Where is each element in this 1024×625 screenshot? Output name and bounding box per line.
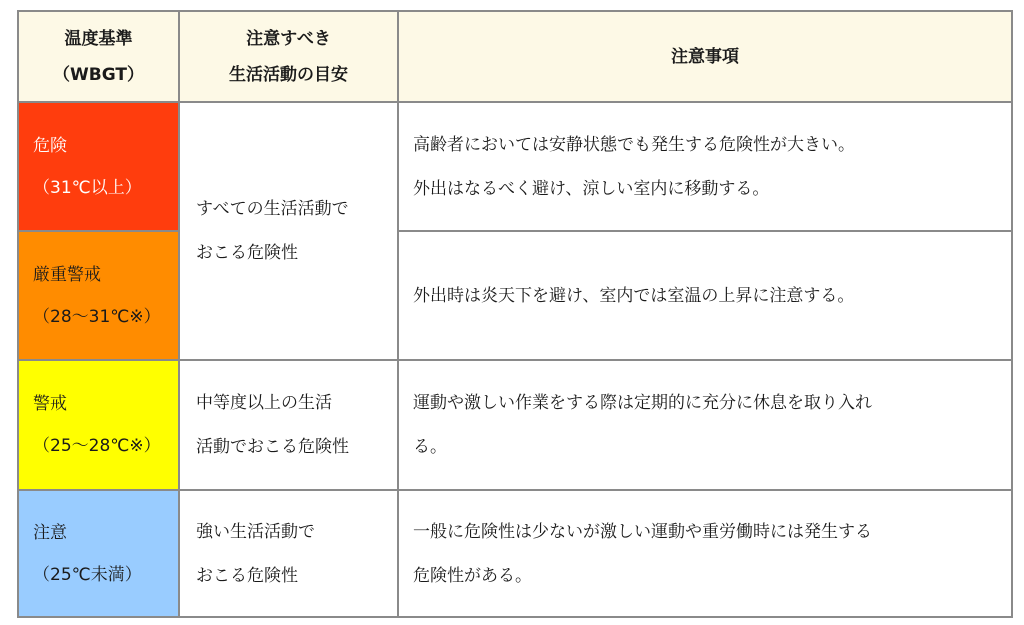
level-name: 注意 [33, 522, 67, 543]
table-row-severe-warning [18, 231, 1012, 360]
activity-line: 中等度以上の生活 [196, 393, 332, 413]
level-range: （31℃以上） [33, 177, 142, 198]
note-line: る。 [413, 437, 447, 457]
level-cell-warning [18, 360, 179, 490]
activity-line: 強い生活活動で [196, 521, 315, 542]
note-line: 運動や激しい作業をする際は定期的に充分に休息を取り入れ [413, 393, 872, 413]
table-row-caution [18, 490, 1012, 617]
note-line: 危険性がある。 [413, 565, 532, 586]
activity-cell-caution [179, 490, 398, 617]
note-line: 外出はなるべく避け、涼しい室内に移動する。 [413, 178, 770, 199]
activity-line: すべての生活活動で [196, 199, 349, 219]
level-range: （25℃未満） [33, 564, 142, 585]
level-range: （28～31℃※） [33, 306, 161, 327]
activity-cell-shared [179, 102, 398, 360]
activity-cell-warning [179, 360, 398, 490]
level-name: 危険 [33, 135, 67, 156]
note-cell-caution [398, 490, 1012, 617]
activity-line: おこる危険性 [196, 565, 298, 586]
level-range: （25～28℃※） [33, 436, 161, 456]
header-temperature-standard [18, 11, 179, 102]
level-cell-danger [18, 102, 179, 231]
header-activity-guide-line1: 注意すべき [246, 28, 331, 49]
header-activity-guide-line2: 生活活動の目安 [229, 64, 348, 85]
table-row-warning [18, 360, 1012, 490]
table-row-danger [18, 102, 1012, 231]
level-name: 厳重警戒 [33, 264, 101, 285]
header-temperature-standard-line1: 温度基準 [64, 28, 133, 49]
wbgt-guideline-table [17, 10, 1013, 618]
header-row [18, 11, 1012, 102]
note-cell-danger [398, 102, 1012, 231]
header-activity-guide [179, 11, 398, 102]
level-cell-severe-warning [18, 231, 179, 360]
level-name: 警戒 [33, 394, 67, 414]
level-cell-caution [18, 490, 179, 617]
note-line: 外出時は炎天下を避け、室内では室温の上昇に注意する。 [413, 285, 855, 306]
note-line: 一般に危険性は少ないが激しい運動や重労働時には発生する [413, 521, 872, 542]
note-line: 高齢者においては安静状態でも発生する危険性が大きい。 [413, 134, 855, 155]
note-cell-warning [398, 360, 1012, 490]
note-cell-severe-warning [398, 231, 1012, 360]
header-temperature-standard-line2: （WBGT） [53, 64, 144, 85]
header-precautions: 注意事項 [398, 11, 1012, 102]
activity-line: 活動でおこる危険性 [196, 437, 349, 457]
activity-line: おこる危険性 [196, 243, 298, 263]
